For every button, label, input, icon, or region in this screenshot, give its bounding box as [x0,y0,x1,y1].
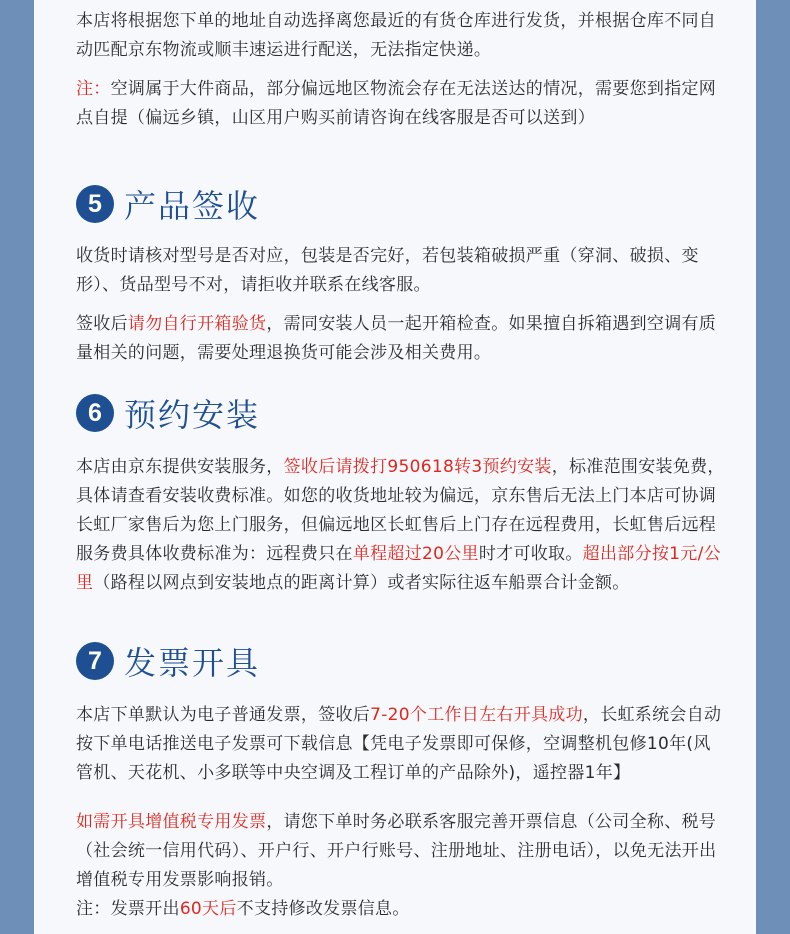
highlight-text: 单程超过20公里 [352,544,479,564]
section-number-badge: 5 [76,185,114,223]
highlight-text: 超出部分按1元/公里 [76,544,721,593]
shipping-paragraph: 本店将根据您下单的地址自动选择离您最近的有货仓库进行发货，并根据仓库不同自动匹配京东物流或顺丰速运进行配送，无法指定快递。 [76,11,717,60]
text-run: ，标准范围安装免费，具体请查看安装收费标准。如您的收货地址较为偏远，京东售后无法上门本店可协调长虹厂家售后为您上门服务，但偏远地区长虹售后上门存在远程费用，长虹售后远程服务费具体收费标准为：远程费只在 [76,457,725,564]
receipt-paragraph: 收货时请核对型号是否对应，包装是否完好，若包装箱破损严重（穿洞、破损、变形）、货品型号不对，请拒收并联系在线客服。 [76,246,699,295]
invoice-paragraph [76,701,726,788]
text-run: 不支持修改发票信息。 [236,899,410,919]
text-run: 时才可收取。 [478,544,583,564]
content-card [34,0,756,934]
section-title: 发票开具 [124,644,261,682]
text-run: 本店下单默认为电子普通发票，签收后 [76,705,371,725]
highlight-text: 60天后 [179,899,237,919]
text-run: ，请您下单时务必联系客服完善开票信息（公司全称、税号（社会统一信用代码）、开户行、开户行账号、注册地址、注册电话），以免无法开出增值税专用发票影响报销。 [76,812,717,890]
text-run: 本店由京东提供安装服务， [76,457,284,477]
text-run: 注：发票开出 [76,899,180,919]
invoice-note [76,895,726,924]
highlight-text: 7-20个工作日左右开具成功 [370,705,583,725]
section-5-heading [76,182,260,226]
section-title: 预约安装 [124,396,261,434]
note-label: 注： [76,79,111,99]
note-text: 空调属于大件商品，部分偏远地区物流会存在无法送达的情况，需要您到指定网点自提（偏远乡镇，山区用户购买前请咨询在线客服是否可以送到） [76,79,717,128]
text-run: 签收后 [76,314,128,334]
highlight-text: 签收后请拨打950618转3预约安装 [283,457,552,477]
section-6-heading [76,391,260,435]
installation-paragraph [76,453,726,598]
text-run: ，长虹系统会自动按下单电话推送电子发票可下载信息【凭电子发票即可保修，空调整机包修10年(风管机、天花机、小多联等中央空调及工程订单的产品除外)，遥控器1年】 [76,705,722,783]
section-title: 产品签收 [124,187,261,225]
section-number-badge: 7 [76,642,114,680]
highlight-text: 如需开具增值税专用发票 [76,812,267,832]
vat-invoice-paragraph [76,808,726,895]
shipping-note [76,75,726,133]
section-number-badge: 6 [76,394,114,432]
section-7-heading [76,639,260,683]
text-run: （路程以网点到安装地点的距离计算）或者实际往返车船票合计金额。 [93,573,630,593]
unboxing-paragraph [76,310,726,368]
highlight-text: 请勿自行开箱验货 [127,314,267,334]
text-run: ，需同安装人员一起开箱检查。如果擅自拆箱遇到空调有质量相关的问题，需要处理退换货可能会涉及相关费用。 [76,314,717,363]
